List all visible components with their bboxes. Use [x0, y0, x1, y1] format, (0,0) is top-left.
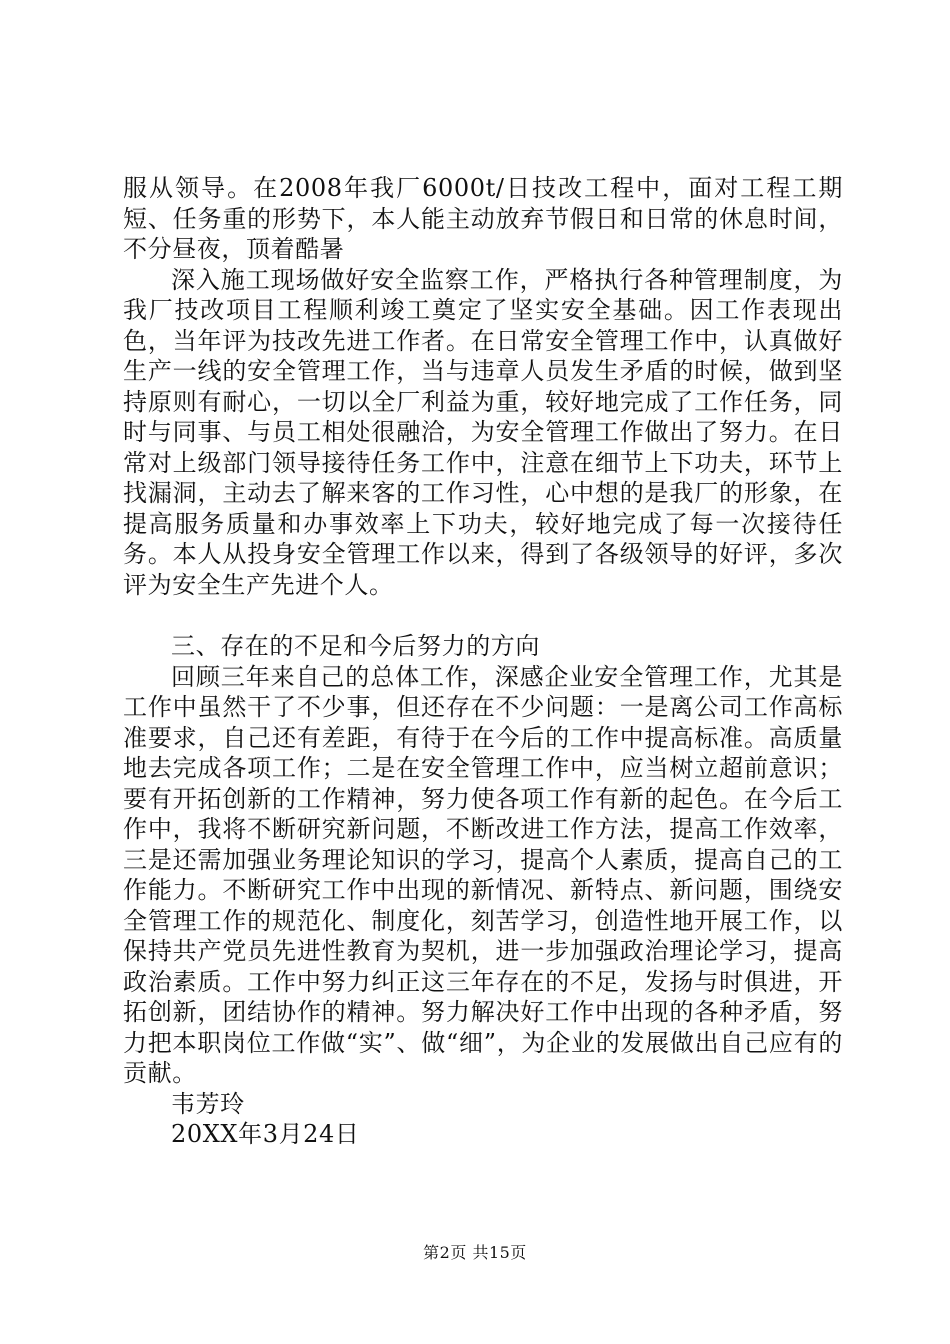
paragraph-continuation: 服从领导。在2008年我厂6000t/日技改工程中，面对工程工期短、任务重的形势下，本人能主动放弃节假日和日常的休息时间，不分昼夜，顶着酷暑	[123, 174, 843, 263]
page-number-footer: 第2页 共15页	[423, 1243, 527, 1262]
document-body	[123, 173, 843, 1150]
section-heading: 三、存在的不足和今后努力的方向	[171, 632, 540, 660]
paragraph-shortcomings: 回顾三年来自己的总体工作，深感企业安全管理工作，尤其是工作中虽然干了不少事，但还存在不少问题：一是离公司工作高标准要求，自己还有差距，有待于在今后的工作中提高标准。高质量地去完成各项工作；二是在安全管理工作中，应当树立超前意识；要有开拓创新的工作精神，努力使各项工作有新的起色。在今后工作中，我将不断研究新问题，不断改进工作方法，提高工作效率，三是还需加强业务理论知识的学习，提高个人素质，提高自己的工作能力。不断研究工作中出现的新情况、新特点、新问题，围绕安全管理工作的规范化、制度化，刻苦学习，创造性地开展工作，以保持共产党员先进性教育为契机，进一步加强政治理论学习，提高政治素质。工作中努力纠正这三年存在的不足，发扬与时俱进，开拓创新，团结协作的精神。努力解决好工作中出现的各种矛盾，努力把本职岗位工作做“实”、做“细”，为企业的发展做出自己应有的贡献。	[123, 662, 843, 1087]
paragraph-spacer	[123, 600, 843, 631]
signature-name: 韦芳玲	[171, 1089, 245, 1118]
paragraph-safety-work: 深入施工现场做好安全监察工作，严格执行各种管理制度，为我厂技改项目工程顺利竣工奠定了坚实安全基础。因工作表现出色，当年评为技改先进工作者。在日常安全管理工作中，认真做好生产一线的安全管理工作，当与违章人员发生矛盾的时候，做到坚持原则有耐心，一切以全厂利益为重，较好地完成了工作任务，同时与同事、与员工相处很融洽，为安全管理工作做出了努力。在日常对上级部门领导接待任务工作中，注意在细节上下功夫，环节上找漏洞，主动去了解来客的工作习性，心中想的是我厂的形象，在提高服务质量和办事效率上下功夫，较好地完成了每一次接待任务。本人从投身安全管理工作以来，得到了各级领导的好评，多次评为安全生产先进个人。	[123, 265, 843, 599]
signature-date: 20XX年3月24日	[171, 1120, 360, 1148]
